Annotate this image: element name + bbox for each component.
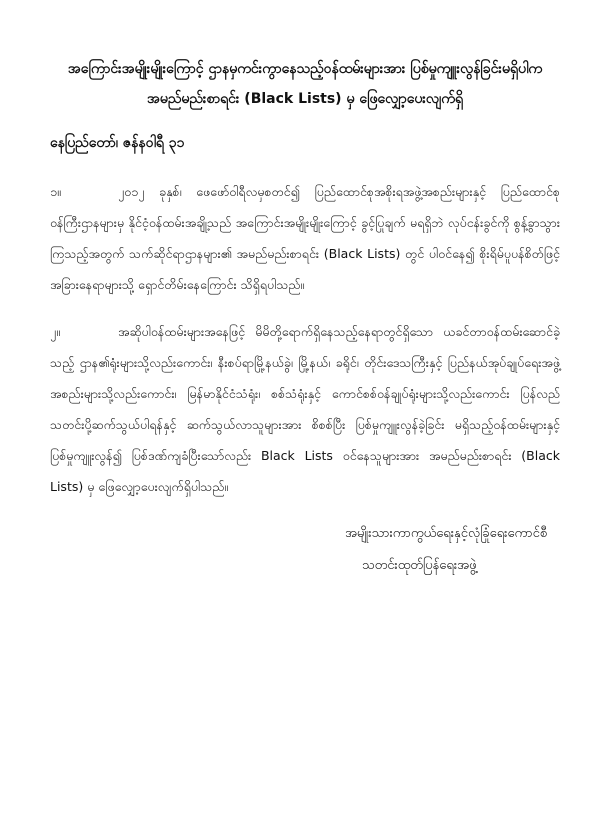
paragraph-1 (50, 176, 560, 300)
paragraph-2-text: အဆိုပါဝန်ထမ်းများအနေဖြင့် မိမိတို့ရောက်ရှိနေသည့်နေရာတွင်ရှိသော ယခင်တာဝန်ထမ်းဆောင်ခဲ့သည့် ဌာန၏ရုံးများသို့လည်းကောင်း၊ နီးစပ်ရာမြို့နယ်ခွဲ၊ မြို့နယ်၊ ခရိုင်၊ တိုင်းဒေသကြီးနှင့် ပြည်နယ်အုပ်ချုပ်ရေးအဖွဲ့အစည်းများသို့လည်းကောင်း၊ မြန်မာနိုင်ငံသံရုံး၊ စစ်သံရုံးနှင့် ကောင်စစ်ဝန်ချုပ်ရုံးများသို့လည်းကောင်း ပြန်လည်သတင်းပို့ဆက်သွယ်ပါရန်နှင့် ဆက်သွယ်လာသူများအား စိစစ်ပြီး ပြစ်မှုကျူးလွန်ခဲ့ခြင်း မရှိသည့်ဝန်ထမ်းများနှင့် ပြစ်မှုကျူးလွန်၍ ပြစ်ဒဏ်ကျခံပြီးသော်လည်း Black Lists ဝင်နေသူများအား အမည်မည်းစာရင်း (Black Lists) မှ ဖြေလျှော့ပေးလျက်ရှိပါသည်။ (50, 324, 560, 494)
signature-line-1: အမျိုးသားကာကွယ်ရေးနှင့်လုံခြုံရေးကောင်စီ (345, 526, 548, 541)
signature-line-2: သတင်းထုတ်ပြန်ရေးအဖွဲ့ (362, 558, 477, 573)
title-line-1: အကြောင်းအမျိုးမျိုးကြောင့် ဌာနမှကင်းကွာနေသည့်ဝန်ထမ်းများအား ပြစ်မှုကျူးလွန်ခြင်းမရှိပါက (67, 61, 543, 77)
paragraph-1-text: ၂၀၁၂ ခုနှစ်၊ ဖေဖော်ဝါရီလမှစတင်၍ ပြည်ထောင်စုအစိုးရအဖွဲ့အစည်းများနှင့် ပြည်ထောင်စုဝန်ကြီးဌာနများမှ နိုင်ငံ့ဝန်ထမ်းအချို့သည် အကြောင်းအမျိုးမျိုးကြောင့် ခွင့်ပြုချက် မရရှိဘဲ လုပ်ငန်းခွင်ကို စွန့်ခွာသွားကြသည့်အတွက် သက်ဆိုင်ရာဌာနများ၏ အမည်မည်းစာရင်း (Black Lists) တွင် ပါဝင်နေ၍ စိုးရိမ်ပူပန်စိတ်ဖြင့် အခြားနေရာများသို့ ရှောင်တိမ်းနေကြောင်း သိရှိရပါသည်။ (50, 184, 560, 292)
paragraph-1-number: ၁။ (50, 184, 61, 199)
paragraph-2-number: ၂။ (50, 324, 60, 339)
signature-block (50, 518, 560, 582)
paragraph-2 (50, 316, 560, 502)
dateline: နေပြည်တော်၊ ဇန်နဝါရီ ၃၁ (50, 135, 185, 151)
document-title (50, 54, 560, 114)
title-line-2: အမည်မည်းစာရင်း (Black Lists) မှ ဖြေလျှော့ပေးလျက်ရှိ (146, 91, 464, 107)
